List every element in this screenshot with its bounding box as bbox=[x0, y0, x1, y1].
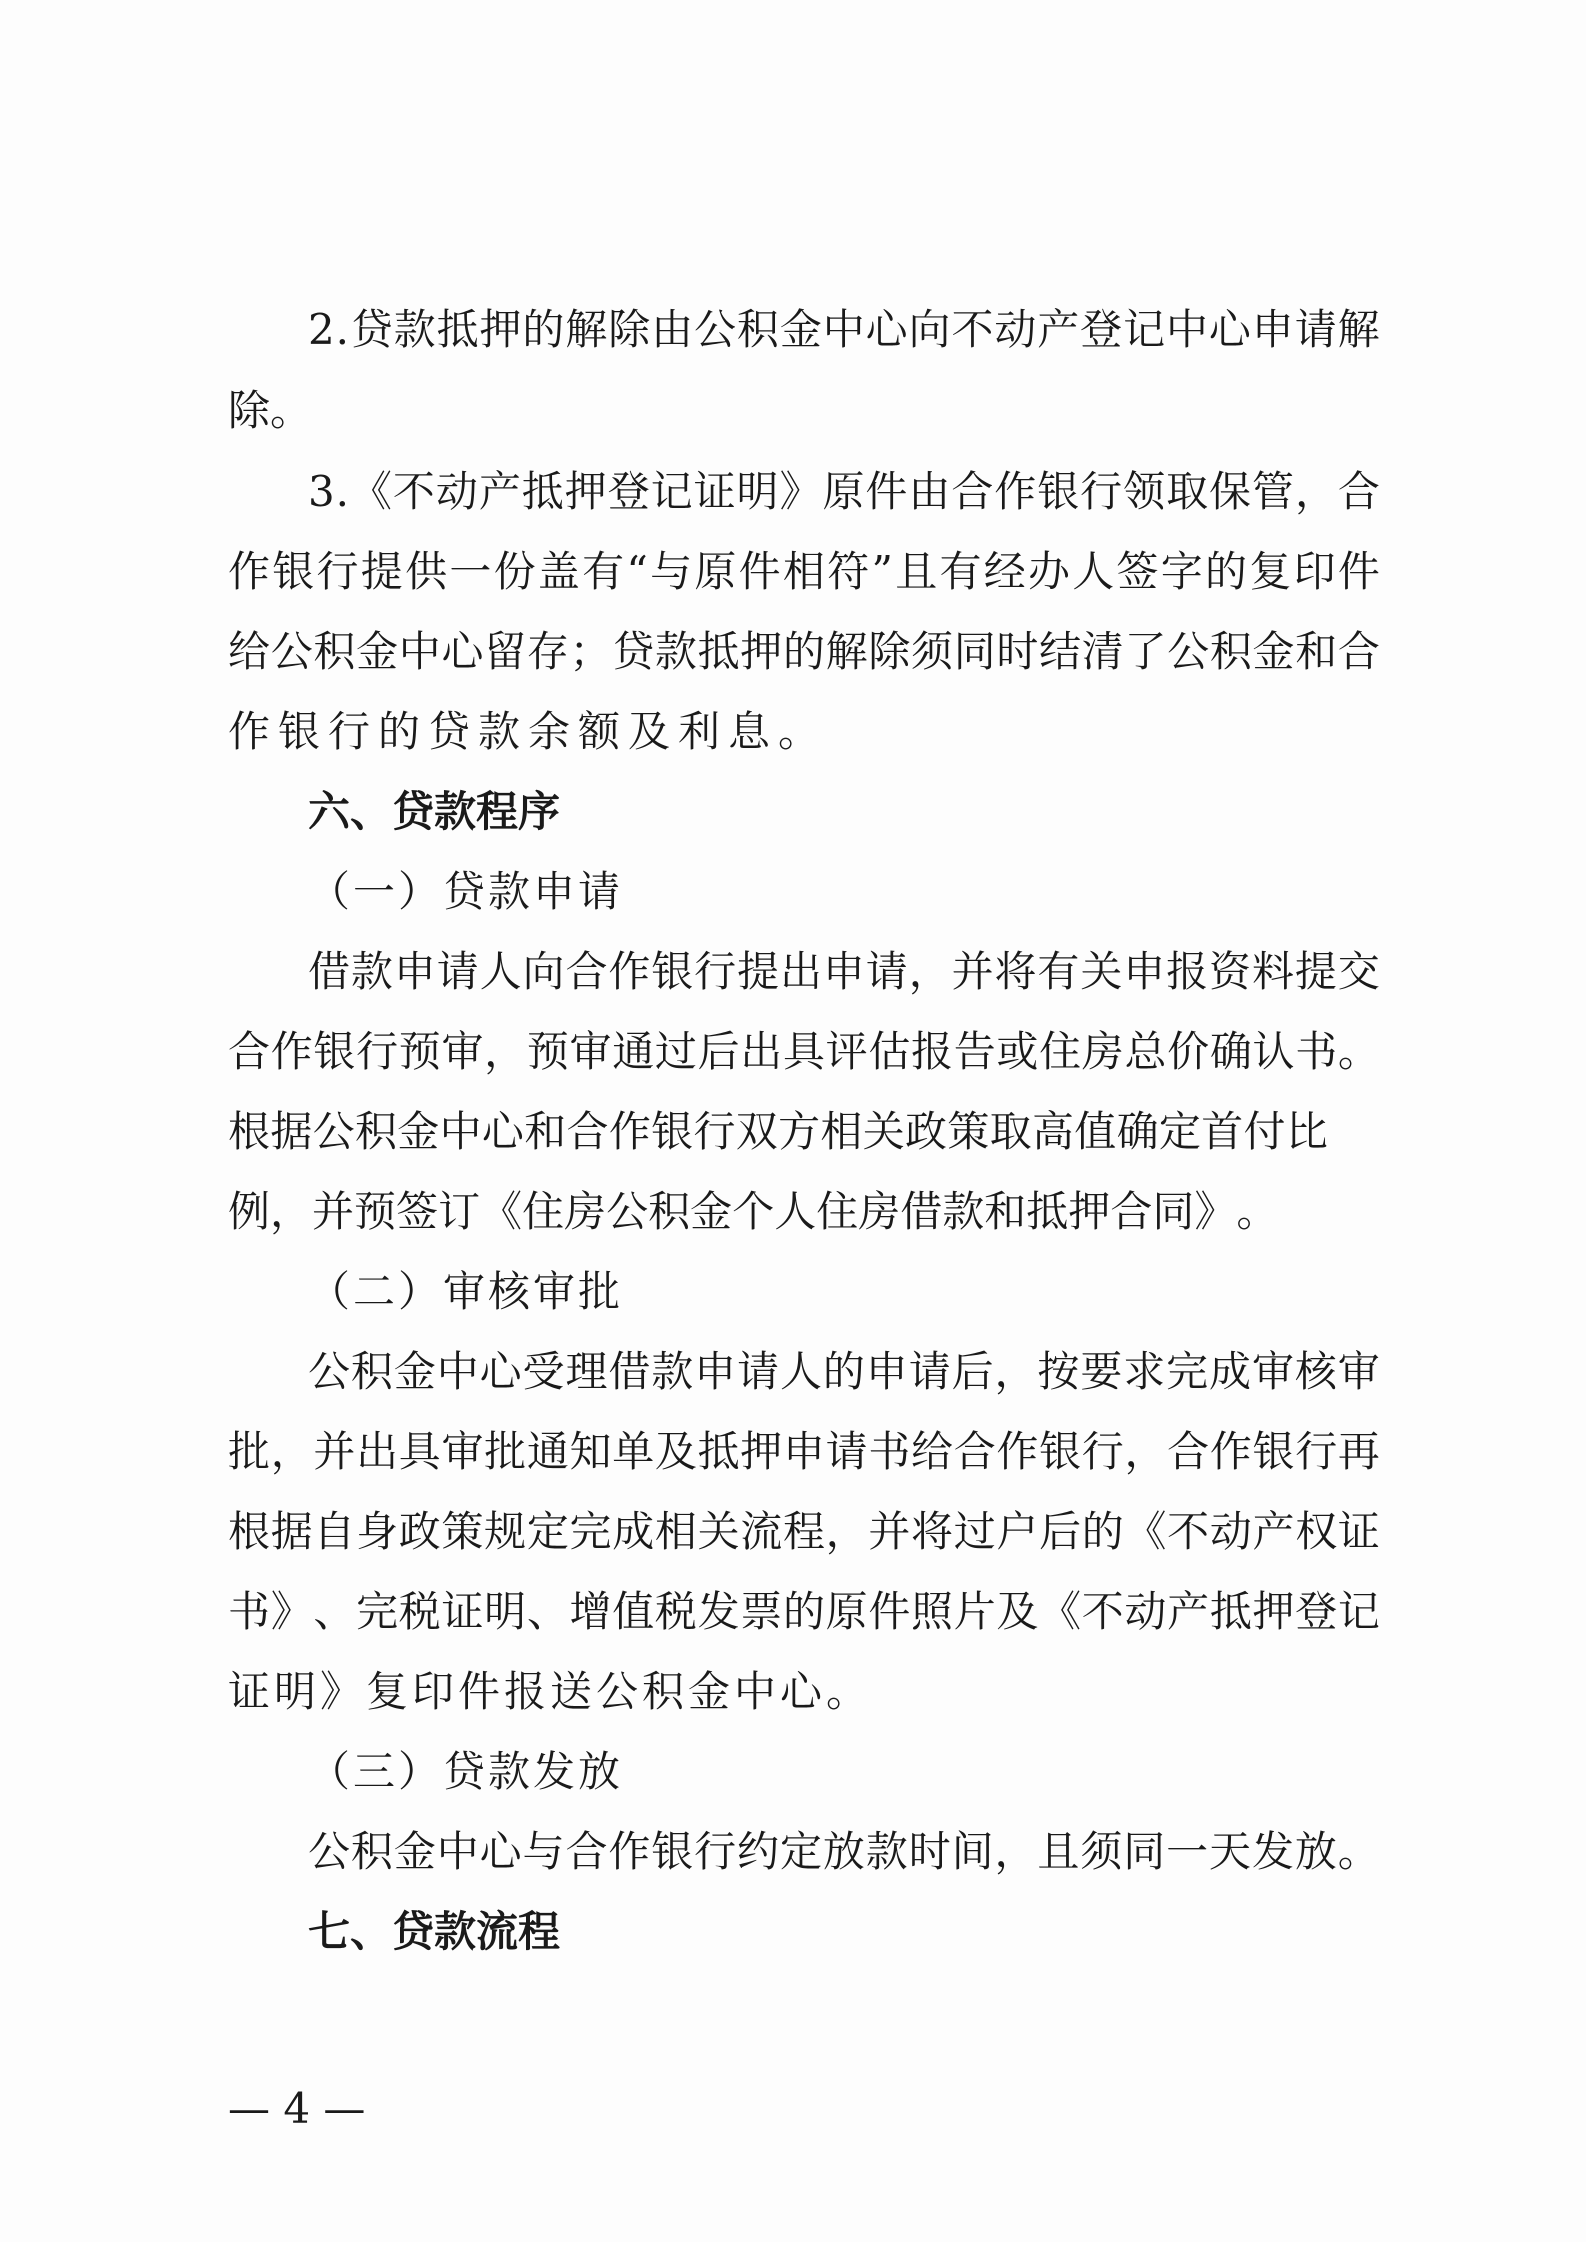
paragraph-line: 书 》 、 完 税 证 明 、 增 值 税 发 票 的 原 件 照 片 及 《 不 动 产 抵 押 登 记 bbox=[228, 1587, 1380, 1636]
paragraph-line: 给 公 积 金 中 心 留 存 ； 贷 款 抵 押 的 解 除 须 同 时 结 清 了 公 积 金 和 合 bbox=[228, 627, 1380, 676]
section-heading: 六、贷款程序 bbox=[308, 787, 561, 836]
paragraph-line: 公 积 金 中 心 与 合 作 银 行 约 定 放 款 时 间 ， 且 须 同 一 天 发 放 。 bbox=[308, 1827, 1380, 1876]
paragraph-line: 2 . 贷 款 抵 押 的 解 除 由 公 积 金 中 心 向 不 动 产 登 记 中 心 申 请 解 bbox=[308, 305, 1380, 354]
section-heading: 七、贷款流程 bbox=[308, 1907, 561, 1956]
paragraph-line: 根 据 自 身 政 策 规 定 完 成 相 关 流 程 ， 并 将 过 户 后 的 《 不 动 产 权 证 bbox=[228, 1507, 1380, 1556]
paragraph-line: 根 据 公 积 金 中 心 和 合 作 银 行 双 方 相 关 政 策 取 高 值 确 定 首 付 比 bbox=[228, 1107, 1328, 1156]
paragraph-line: 借 款 申 请 人 向 合 作 银 行 提 出 申 请 ， 并 将 有 关 申 报 资 料 提 交 bbox=[308, 947, 1380, 996]
paragraph-line: 证明》复印件报送公积金中心。 bbox=[228, 1667, 873, 1716]
subsection-heading: （二）审核审批 bbox=[308, 1267, 624, 1316]
subsection-heading: （三）贷款发放 bbox=[308, 1747, 624, 1796]
paragraph-line: 3 . 《 不 动 产 抵 押 登 记 证 明 》 原 件 由 合 作 银 行 领 取 保 管 ， 合 bbox=[308, 467, 1380, 516]
paragraph-line: 例 ， 并 预 签 订 《 住 房 公 积 金 个 人 住 房 借 款 和 抵 押 合 同 》 。 bbox=[228, 1187, 1279, 1236]
page-number: — 4 — bbox=[228, 2084, 366, 2133]
paragraph-line: 作 银 行 提 供 一 份 盖 有 “ 与 原 件 相 符 ” 且 有 经 办 人 签 字 的 复 印 件 bbox=[228, 547, 1380, 596]
paragraph-line: 除。 bbox=[228, 386, 313, 435]
paragraph-line: 合 作 银 行 预 审 ， 预 审 通 过 后 出 具 评 估 报 告 或 住 房 总 价 确 认 书 。 bbox=[228, 1027, 1380, 1076]
paragraph-line: 公 积 金 中 心 受 理 借 款 申 请 人 的 申 请 后 ， 按 要 求 完 成 审 核 审 bbox=[308, 1347, 1380, 1396]
paragraph-line: 作银行的贷款余额及利息。 bbox=[228, 707, 829, 756]
paragraph-line: 批 ， 并 出 具 审 批 通 知 单 及 抵 押 申 请 书 给 合 作 银 行 ， 合 作 银 行 再 bbox=[228, 1427, 1380, 1476]
subsection-heading: （一）贷款申请 bbox=[308, 867, 624, 916]
